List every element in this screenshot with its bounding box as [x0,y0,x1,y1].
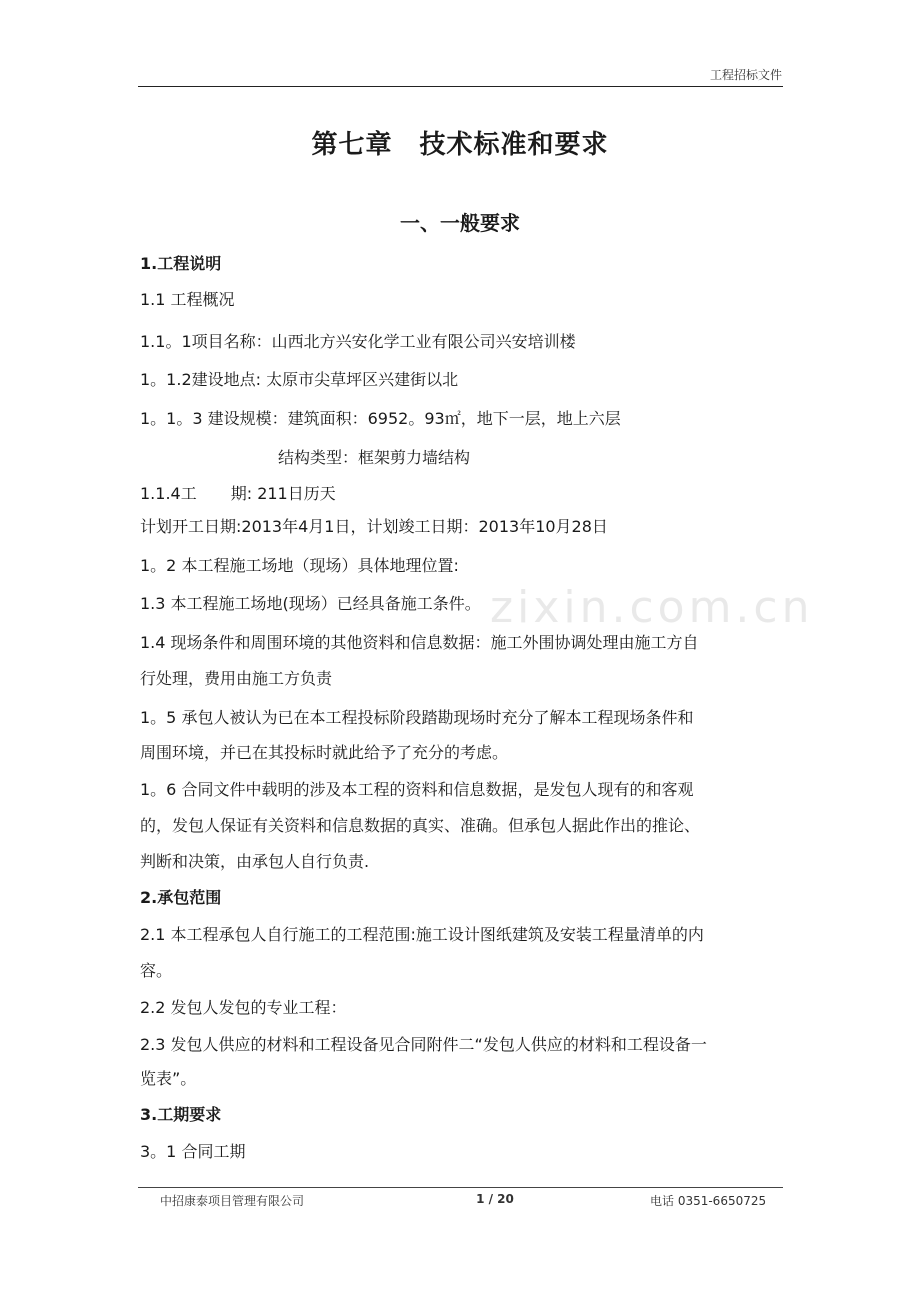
duration-value: 期: 211日历天 [230,484,336,503]
paragraph-line: 1。5 承包人被认为已在本工程投标阶段踏勘现场时充分了解本工程现场条件和 [140,708,694,727]
heading-schedule-requirements: 3.工期要求 [140,1105,222,1124]
footer-rule [138,1187,783,1188]
footer-page-number: 1 / 20 [476,1192,514,1206]
paragraph-line: 1。6 合同文件中载明的涉及本工程的资料和信息数据，是发包人现有的和客观 [140,780,694,799]
paragraph-line: 1。1。3 建设规模：建筑面积：6952。93㎡，地下一层，地上六层 [140,409,621,428]
paragraph-line: 1.4 现场条件和周围环境的其他资料和信息数据：施工外围协调处理由施工方自 [140,633,699,652]
footer-company: 中招康泰项目管理有限公司 [160,1194,305,1208]
paragraph-line: 周围环境，并已在其投标时就此给予了充分的考虑。 [140,743,509,762]
paragraph-line: 的，发包人保证有关资料和信息数据的真实、准确。但承包人据此作出的推论、 [140,816,701,835]
duration-label: 1.1.4工 [140,484,197,503]
heading-contract-scope: 2.承包范围 [140,888,222,907]
paragraph-line: 1。2 本工程施工场地（现场）具体地理位置: [140,556,459,575]
paragraph-line: 结构类型：框架剪力墙结构 [278,448,471,467]
chapter-title: 第七章 技术标准和要求 [311,130,609,160]
paragraph-line: 1.1。1项目名称：山西北方兴安化学工业有限公司兴安培训楼 [140,332,576,351]
section-title: 一、一般要求 [400,211,520,235]
paragraph-line: 2.2 发包人发包的专业工程： [140,998,347,1017]
paragraph-line: 2.1 本工程承包人自行施工的工程范围:施工设计图纸建筑及安装工程量清单的内 [140,925,704,944]
footer-phone: 电话 0351-6650725 [650,1194,767,1208]
paragraph-line: 3。1 合同工期 [140,1142,246,1161]
paragraph-line: 1.3 本工程施工场地(现场）已经具备施工条件。 [140,594,481,613]
paragraph-line: 2.3 发包人供应的材料和工程设备见合同附件二“发包人供应的材料和工程设备一 [140,1035,707,1054]
header-doc-type: 工程招标文件 [709,68,782,82]
paragraph-line: 容。 [140,961,173,980]
heading-project-description: 1.工程说明 [140,254,222,273]
paragraph-line: 判断和决策，由承包人自行负责. [140,852,370,871]
paragraph-line: 1。1.2建设地点: 太原市尖草坪区兴建街以北 [140,370,459,389]
paragraph-line: 览表”。 [140,1069,197,1088]
header-rule [138,86,783,87]
paragraph-line: 计划开工日期:2013年4月1日，计划竣工日期：2013年10月28日 [140,517,608,536]
paragraph-line: 行处理，费用由施工方负责 [140,669,333,688]
paragraph-line: 1.1 工程概况 [140,290,235,309]
paragraph-line [140,483,336,505]
watermark: zixin.com.cn [490,582,814,633]
